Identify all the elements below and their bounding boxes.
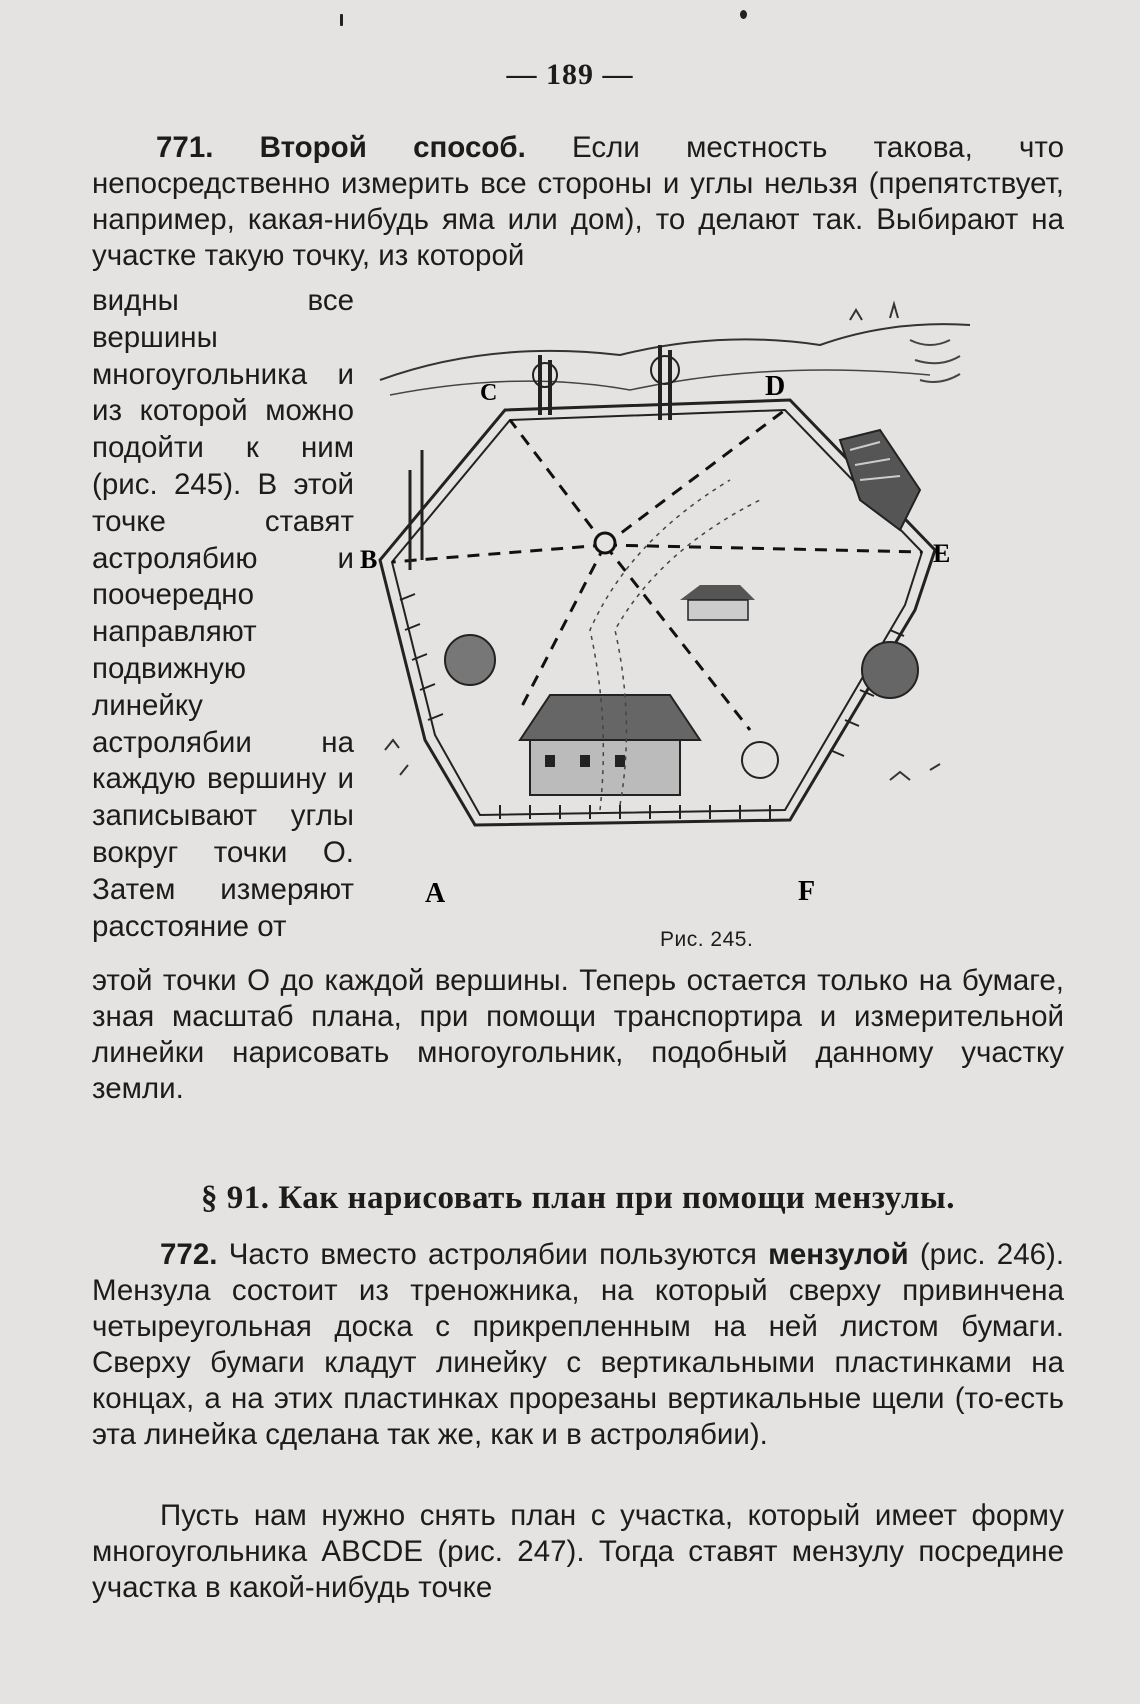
section-number: 771. (156, 131, 214, 164)
bold-term: мензулой (768, 1238, 909, 1271)
vertex-label-e: E (933, 539, 951, 568)
figure-caption: Рис. 245. (660, 928, 754, 951)
vertex-label-c: C (480, 380, 498, 406)
paragraph-771-wrapped: видны все вершины многоугольника и из которой можно подойти к ним (рис. 245). В этой точке ставят астролябию и поочередно направляют подвижную линейку астролябии на каждую вершину и записывают углы вокруг точки О. Затем измеряют расстояние от (92, 284, 354, 943)
paragraph-text: Если местность такова, что непосредственно измерить все стороны и углы нельзя (препятствует, например, какая-нибудь яма или дом), то делают так. Выбирают на участке такую точку, из которой (92, 131, 1064, 272)
section-title: Второй способ. (259, 131, 526, 164)
paragraph-771-tail: этой точки О до каждой вершины. Теперь остается только на бумаге, зная масштаб плана, при помощи транспортира и измерительной линейки нарисовать многоугольник, подобный данному участку земли. (92, 964, 1064, 1105)
vertex-label-b: B (360, 545, 378, 574)
page-number: — 189 — (506, 58, 634, 91)
vertex-label-d: D (765, 371, 786, 402)
paragraph-771-lead (92, 130, 1064, 274)
paragraph-text: Часто вместо астролябии пользуются (228, 1238, 757, 1271)
paragraph-772-continued: Пусть нам нужно снять план с участка, который имеет форму многоугольника ABCDE (рис. 247). Тогда ставят мензулу посредине участка в какой-нибудь точке (92, 1499, 1064, 1604)
print-speck (740, 10, 747, 19)
paragraph-text: (рис. 246). Мензула состоит из треножника, на который сверху привинчена четыреугольная доска с прикрепленным на ней листом бумаги. Сверху бумаги кладут линейку с вертикальными пластинками на концах, а на этих пластинках прорезаны вертикальные щели (то-есть эта линейка сделана так же, как и в астролябии). (92, 1238, 1065, 1451)
figure-245-illustration (360, 300, 1070, 940)
paragraph-772 (92, 1237, 1064, 1453)
vertex-label-f: F (798, 876, 816, 907)
print-speck (340, 14, 343, 26)
section-number: 772. (160, 1238, 218, 1271)
vertex-label-a: A (425, 878, 446, 909)
section-heading: § 91. Как нарисовать план при помощи мензулы. (201, 1180, 955, 1216)
